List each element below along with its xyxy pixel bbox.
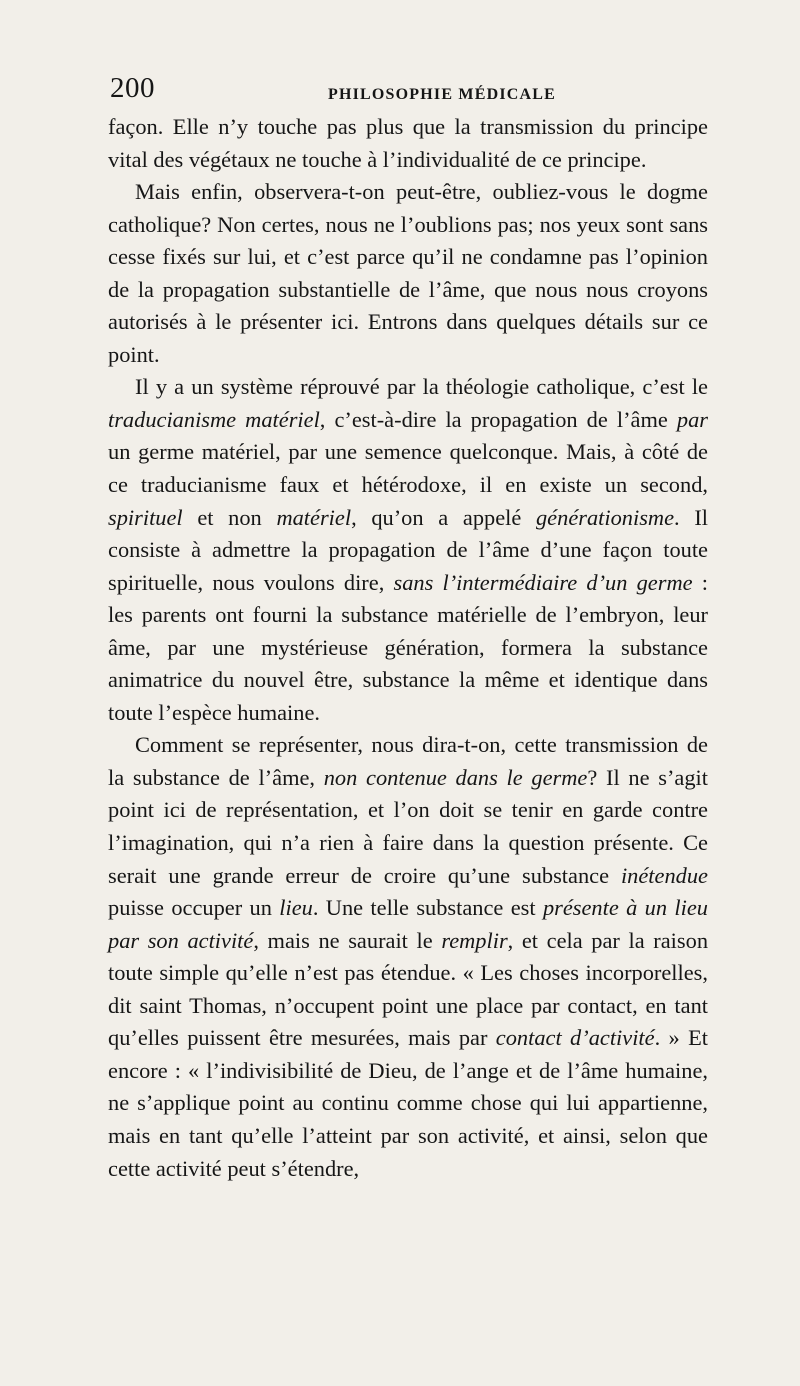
text-run: , mais ne saurait le	[253, 927, 442, 953]
text-run: : les parents ont fourni la substance matérielle de l’embryon, leur âme, par une mystérieuse génération, formera la substance animatrice du nouvel être, substance la même et identique dans toute l’espèce humaine.	[108, 569, 708, 725]
text-run: et non	[182, 504, 277, 530]
text-run: , c’est-à-dire la propagation de l’âme	[319, 406, 677, 432]
italic-text: non contenue dans le germe	[323, 764, 588, 790]
italic-text: par	[676, 406, 708, 432]
italic-text: traducianisme matériel	[108, 406, 320, 432]
page-header	[110, 72, 705, 112]
italic-text: sans l’intermédiaire d’un germe	[393, 569, 693, 595]
italic-text: inétendue	[620, 862, 708, 888]
italic-text: lieu	[279, 895, 313, 921]
text-run: ? Il ne s’agit point ici de représentation, et l’on doit se tenir en garde contre l’imagination, qui n’a rien à faire dans la question présente. Ce serait une grande erreur de croire qu’une substance	[108, 764, 708, 888]
italic-text: générationisme	[535, 504, 675, 530]
text-run: . Une telle substance est	[312, 895, 543, 921]
text-run: façon. Elle n’y touche pas plus que la transmission du principe vital des végétaux ne touche à l’individualité de ce principe.	[108, 114, 708, 172]
paragraph	[108, 371, 708, 729]
running-head: PHILOSOPHIE MÉDICALE	[328, 86, 557, 103]
paragraph	[108, 111, 708, 176]
text-run: Il y a un système réprouvé par la théologie catholique, c’est le	[135, 374, 708, 400]
italic-text: présente à un lieu par son activité	[108, 895, 708, 953]
text-run: un germe matériel, par une semence quelconque. Mais, à côté de ce traducianisme faux et hétérodoxe, il en existe un second,	[108, 439, 708, 498]
text-run: , et cela par la raison toute simple qu’elle n’est pas étendue. « Les choses incorporelles, dit saint Thomas, n’occupent point une place par contact, en tant qu’elles puissent être mesurées, mais par	[108, 927, 709, 1051]
text-run: . Il consiste à admettre la propagation de l’âme d’une façon toute spirituelle, nous voulons dire,	[108, 504, 709, 595]
paragraph	[108, 176, 708, 371]
italic-text: contact d’activité	[495, 1025, 655, 1051]
page-number: 200	[110, 72, 155, 104]
text-run: , qu’on a appelé	[351, 504, 536, 530]
text-run: . » Et encore : « l’indivisibilité de Dieu, de l’ange et de l’âme humaine, ne s’applique point au continu comme chose qui lui appartienne, mais en tant qu’elle l’atteint par son activité, et ainsi, selon que cette activité peut s’étendre,	[108, 1025, 709, 1181]
italic-text: spirituel	[108, 504, 183, 530]
italic-text: remplir	[441, 927, 508, 953]
text-run: Comment se représenter, nous dira-t-on, cette transmission de la substance de l’âme,	[108, 732, 708, 790]
text-run: Mais enfin, observera-t-on peut-être, oubliez-vous le dogme catholique? Non certes, nous ne l’oublions pas; nos yeux sont sans cesse fixés sur lui, et c’est parce qu’il ne condamne pas l’opinion de la propagation substantielle de l’âme, que nous nous croyons autorisés à le présenter ici. Entrons dans quelques détails sur ce point.	[108, 179, 708, 367]
page-body	[108, 111, 708, 1185]
text-run: puisse occuper un	[108, 895, 280, 921]
italic-text: matériel	[276, 504, 352, 530]
paragraph	[108, 729, 708, 1185]
